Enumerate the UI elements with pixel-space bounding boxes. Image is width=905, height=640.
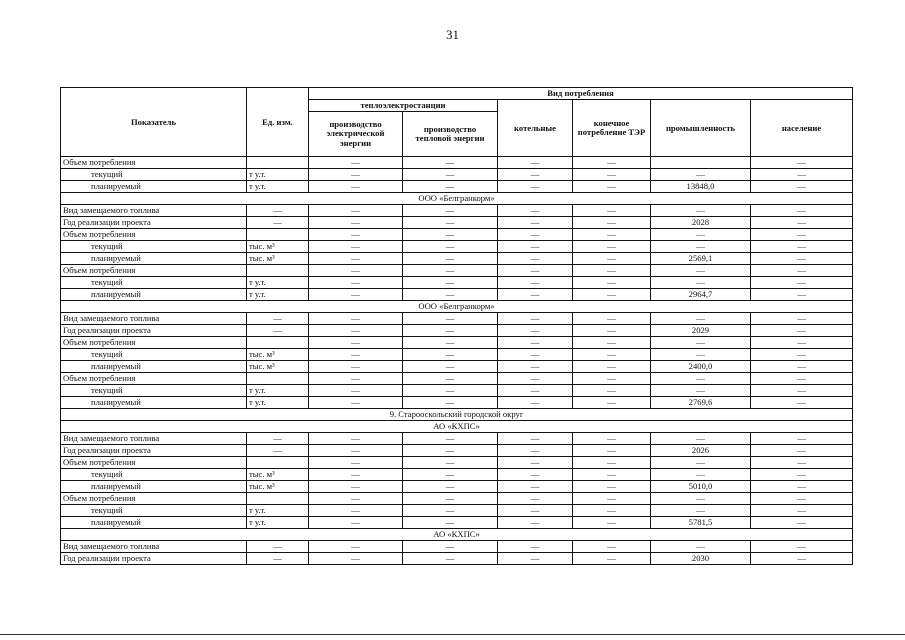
cell-industry: —: [651, 433, 751, 445]
cell-industry: 2769,6: [651, 397, 751, 409]
table-row: [61, 469, 853, 481]
row-label: Вид замещаемого топлива: [61, 433, 247, 445]
cell-chp-electric: —: [309, 493, 403, 505]
cell-chp-heat: —: [403, 385, 498, 397]
cell-population: —: [751, 445, 853, 457]
cell-boilers: —: [498, 229, 573, 241]
row-label: планируемый: [61, 361, 247, 373]
cell-population: —: [751, 289, 853, 301]
table-row: [61, 445, 853, 457]
row-unit: тыс. м³: [247, 253, 309, 265]
header-unit: Ед. изм.: [247, 88, 309, 157]
cell-industry: —: [651, 373, 751, 385]
cell-population: —: [751, 253, 853, 265]
cell-chp-heat: —: [403, 229, 498, 241]
section-row: [61, 193, 853, 205]
cell-industry: 2026: [651, 445, 751, 457]
cell-boilers: —: [498, 217, 573, 229]
cell-final: —: [573, 349, 651, 361]
table-row: [61, 205, 853, 217]
cell-chp-heat: —: [403, 169, 498, 181]
cell-chp-heat: —: [403, 493, 498, 505]
cell-final: —: [573, 217, 651, 229]
row-unit: —: [247, 205, 309, 217]
table-row: [61, 385, 853, 397]
table-body: [61, 157, 853, 565]
cell-chp-electric: —: [309, 385, 403, 397]
row-unit: тыс. м³: [247, 241, 309, 253]
cell-chp-heat: —: [403, 373, 498, 385]
header-boilers: котельные: [498, 100, 573, 157]
cell-final: —: [573, 229, 651, 241]
cell-boilers: —: [498, 457, 573, 469]
cell-boilers: —: [498, 349, 573, 361]
cell-chp-electric: —: [309, 553, 403, 565]
cell-chp-electric: —: [309, 157, 403, 169]
cell-final: —: [573, 277, 651, 289]
row-unit: [247, 373, 309, 385]
cell-population: —: [751, 349, 853, 361]
cell-chp-electric: —: [309, 361, 403, 373]
cell-chp-electric: —: [309, 469, 403, 481]
cell-final: —: [573, 445, 651, 457]
cell-chp-heat: —: [403, 337, 498, 349]
cell-chp-heat: —: [403, 433, 498, 445]
cell-industry: 13848,0: [651, 181, 751, 193]
cell-chp-heat: —: [403, 361, 498, 373]
cell-chp-electric: —: [309, 241, 403, 253]
cell-population: —: [751, 541, 853, 553]
row-unit: т у.т.: [247, 397, 309, 409]
cell-chp-electric: —: [309, 277, 403, 289]
cell-chp-heat: —: [403, 397, 498, 409]
cell-final: —: [573, 253, 651, 265]
row-unit: —: [247, 553, 309, 565]
cell-final: —: [573, 469, 651, 481]
cell-population: —: [751, 337, 853, 349]
table-row: [61, 289, 853, 301]
cell-final: —: [573, 241, 651, 253]
cell-final: —: [573, 373, 651, 385]
cell-final: —: [573, 385, 651, 397]
cell-population: —: [751, 169, 853, 181]
row-label: текущий: [61, 241, 247, 253]
table-row: [61, 241, 853, 253]
cell-boilers: —: [498, 373, 573, 385]
cell-industry: 2400,0: [651, 361, 751, 373]
cell-industry: —: [651, 385, 751, 397]
cell-industry: —: [651, 205, 751, 217]
table-row: [61, 373, 853, 385]
header-chp-electric: производство электрической энергии: [309, 112, 403, 157]
cell-final: —: [573, 397, 651, 409]
row-unit: [247, 157, 309, 169]
cell-chp-heat: —: [403, 325, 498, 337]
table-row: [61, 457, 853, 469]
cell-population: —: [751, 505, 853, 517]
cell-population: —: [751, 385, 853, 397]
row-unit: —: [247, 325, 309, 337]
header-chp: теплоэлектростанции: [309, 100, 498, 112]
cell-final: —: [573, 157, 651, 169]
cell-population: —: [751, 241, 853, 253]
section-title: ООО «Белгранкорм»: [61, 301, 853, 313]
cell-population: —: [751, 277, 853, 289]
cell-boilers: —: [498, 385, 573, 397]
row-label: Вид замещаемого топлива: [61, 541, 247, 553]
cell-final: —: [573, 553, 651, 565]
section-title: АО «КХПС»: [61, 421, 853, 433]
row-unit: [247, 229, 309, 241]
row-unit: —: [247, 445, 309, 457]
cell-final: —: [573, 493, 651, 505]
cell-industry: 5010,0: [651, 481, 751, 493]
cell-industry: —: [651, 457, 751, 469]
cell-boilers: —: [498, 205, 573, 217]
row-label: текущий: [61, 469, 247, 481]
table-row: [61, 481, 853, 493]
row-unit: т у.т.: [247, 505, 309, 517]
row-label: текущий: [61, 385, 247, 397]
row-label: Объем потребления: [61, 157, 247, 169]
cell-chp-electric: —: [309, 481, 403, 493]
cell-population: —: [751, 493, 853, 505]
cell-boilers: —: [498, 493, 573, 505]
row-label: Вид замещаемого топлива: [61, 205, 247, 217]
cell-industry: [651, 157, 751, 169]
row-unit: тыс. м³: [247, 361, 309, 373]
cell-boilers: —: [498, 541, 573, 553]
bottom-rule: [0, 634, 905, 635]
cell-boilers: —: [498, 337, 573, 349]
cell-boilers: —: [498, 313, 573, 325]
row-label: планируемый: [61, 289, 247, 301]
section-row: [61, 529, 853, 541]
cell-boilers: —: [498, 517, 573, 529]
cell-chp-heat: —: [403, 469, 498, 481]
cell-boilers: —: [498, 505, 573, 517]
row-label: планируемый: [61, 253, 247, 265]
table-row: [61, 433, 853, 445]
header-population: население: [751, 100, 853, 157]
cell-industry: —: [651, 493, 751, 505]
cell-industry: —: [651, 349, 751, 361]
row-unit: —: [247, 217, 309, 229]
cell-industry: —: [651, 229, 751, 241]
cell-final: —: [573, 265, 651, 277]
cell-chp-heat: —: [403, 289, 498, 301]
cell-chp-heat: —: [403, 157, 498, 169]
header-industry: промышленность: [651, 100, 751, 157]
cell-chp-electric: —: [309, 517, 403, 529]
table-row: [61, 277, 853, 289]
cell-chp-electric: —: [309, 505, 403, 517]
cell-population: —: [751, 457, 853, 469]
cell-industry: 2569,1: [651, 253, 751, 265]
cell-boilers: —: [498, 157, 573, 169]
cell-industry: 5781,5: [651, 517, 751, 529]
cell-industry: —: [651, 337, 751, 349]
header-final: конечное потребление ТЭР: [573, 100, 651, 157]
cell-population: —: [751, 157, 853, 169]
cell-chp-electric: —: [309, 253, 403, 265]
table-row: [61, 493, 853, 505]
cell-final: —: [573, 181, 651, 193]
cell-chp-electric: —: [309, 349, 403, 361]
section-row: [61, 421, 853, 433]
cell-chp-heat: —: [403, 505, 498, 517]
cell-chp-electric: —: [309, 229, 403, 241]
cell-population: —: [751, 373, 853, 385]
header-indicator: Показатель: [61, 88, 247, 157]
row-label: Год реализации проекта: [61, 325, 247, 337]
cell-population: —: [751, 517, 853, 529]
row-label: планируемый: [61, 517, 247, 529]
row-unit: тыс. м³: [247, 481, 309, 493]
cell-population: —: [751, 229, 853, 241]
cell-industry: —: [651, 313, 751, 325]
cell-chp-heat: —: [403, 313, 498, 325]
row-label: планируемый: [61, 181, 247, 193]
cell-population: —: [751, 265, 853, 277]
table-row: [61, 541, 853, 553]
row-unit: т у.т.: [247, 289, 309, 301]
cell-population: —: [751, 433, 853, 445]
cell-chp-heat: —: [403, 481, 498, 493]
cell-industry: —: [651, 169, 751, 181]
cell-chp-electric: —: [309, 445, 403, 457]
row-label: текущий: [61, 169, 247, 181]
section-title: АО «КХПС»: [61, 529, 853, 541]
row-unit: [247, 493, 309, 505]
cell-chp-heat: —: [403, 253, 498, 265]
cell-chp-heat: —: [403, 349, 498, 361]
cell-chp-electric: —: [309, 169, 403, 181]
row-unit: т у.т.: [247, 385, 309, 397]
row-unit: т у.т.: [247, 169, 309, 181]
cell-final: —: [573, 361, 651, 373]
row-label: планируемый: [61, 481, 247, 493]
row-label: Объем потребления: [61, 373, 247, 385]
cell-boilers: —: [498, 433, 573, 445]
row-unit: т у.т.: [247, 181, 309, 193]
row-label: текущий: [61, 277, 247, 289]
cell-population: —: [751, 313, 853, 325]
header-chp-heat: производство тепловой энергии: [403, 112, 498, 157]
cell-boilers: —: [498, 325, 573, 337]
cell-final: —: [573, 541, 651, 553]
cell-final: —: [573, 337, 651, 349]
cell-boilers: —: [498, 277, 573, 289]
row-unit: —: [247, 433, 309, 445]
cell-boilers: —: [498, 289, 573, 301]
table-row: [61, 361, 853, 373]
cell-chp-electric: —: [309, 289, 403, 301]
row-unit: —: [247, 541, 309, 553]
cell-chp-electric: —: [309, 313, 403, 325]
cell-population: —: [751, 181, 853, 193]
cell-population: —: [751, 217, 853, 229]
cell-chp-heat: —: [403, 181, 498, 193]
cell-final: —: [573, 433, 651, 445]
cell-population: —: [751, 397, 853, 409]
cell-industry: 2030: [651, 553, 751, 565]
row-label: Год реализации проекта: [61, 217, 247, 229]
cell-industry: 2029: [651, 325, 751, 337]
row-label: Объем потребления: [61, 229, 247, 241]
cell-chp-electric: —: [309, 541, 403, 553]
row-unit: [247, 337, 309, 349]
cell-chp-electric: —: [309, 373, 403, 385]
table-row: [61, 157, 853, 169]
cell-chp-electric: —: [309, 433, 403, 445]
cell-chp-heat: —: [403, 241, 498, 253]
cell-boilers: —: [498, 181, 573, 193]
cell-chp-heat: —: [403, 277, 498, 289]
section-row: [61, 409, 853, 421]
row-unit: [247, 457, 309, 469]
cell-industry: —: [651, 541, 751, 553]
row-unit: тыс. м³: [247, 349, 309, 361]
page-number: 31: [446, 27, 459, 42]
table-row: [61, 517, 853, 529]
cell-chp-heat: —: [403, 553, 498, 565]
cell-chp-electric: —: [309, 325, 403, 337]
cell-chp-electric: —: [309, 181, 403, 193]
cell-boilers: —: [498, 445, 573, 457]
section-title: ООО «Белгранкорм»: [61, 193, 853, 205]
cell-chp-electric: —: [309, 337, 403, 349]
cell-chp-electric: —: [309, 397, 403, 409]
cell-boilers: —: [498, 553, 573, 565]
cell-population: —: [751, 361, 853, 373]
cell-industry: —: [651, 469, 751, 481]
cell-boilers: —: [498, 469, 573, 481]
cell-chp-electric: —: [309, 205, 403, 217]
row-label: текущий: [61, 505, 247, 517]
data-table-container: [60, 87, 852, 565]
table-row: [61, 349, 853, 361]
cell-final: —: [573, 169, 651, 181]
cell-population: —: [751, 205, 853, 217]
cell-final: —: [573, 517, 651, 529]
section-row: [61, 301, 853, 313]
cell-final: —: [573, 481, 651, 493]
cell-chp-heat: —: [403, 217, 498, 229]
cell-industry: —: [651, 277, 751, 289]
row-unit: [247, 265, 309, 277]
cell-boilers: —: [498, 253, 573, 265]
cell-chp-heat: —: [403, 265, 498, 277]
row-label: планируемый: [61, 397, 247, 409]
table-row: [61, 181, 853, 193]
header-consumption-type: Вид потребления: [309, 88, 853, 100]
cell-industry: 2964,7: [651, 289, 751, 301]
cell-chp-heat: —: [403, 445, 498, 457]
cell-industry: 2028: [651, 217, 751, 229]
cell-final: —: [573, 205, 651, 217]
row-label: Год реализации проекта: [61, 553, 247, 565]
table-row: [61, 265, 853, 277]
cell-industry: —: [651, 505, 751, 517]
cell-boilers: —: [498, 481, 573, 493]
row-unit: тыс. м³: [247, 469, 309, 481]
cell-chp-heat: —: [403, 457, 498, 469]
cell-boilers: —: [498, 241, 573, 253]
row-unit: —: [247, 313, 309, 325]
cell-boilers: —: [498, 169, 573, 181]
table-row: [61, 553, 853, 565]
cell-population: —: [751, 553, 853, 565]
table-row: [61, 505, 853, 517]
cell-final: —: [573, 325, 651, 337]
cell-final: —: [573, 457, 651, 469]
row-label: Объем потребления: [61, 493, 247, 505]
cell-chp-heat: —: [403, 541, 498, 553]
cell-industry: —: [651, 265, 751, 277]
table-row: [61, 169, 853, 181]
cell-chp-electric: —: [309, 217, 403, 229]
section-title: 9. Старооскольский городской округ: [61, 409, 853, 421]
cell-chp-electric: —: [309, 265, 403, 277]
cell-boilers: —: [498, 265, 573, 277]
table-row: [61, 313, 853, 325]
row-label: Год реализации проекта: [61, 445, 247, 457]
cell-population: —: [751, 481, 853, 493]
table-row: [61, 325, 853, 337]
cell-final: —: [573, 505, 651, 517]
row-unit: т у.т.: [247, 517, 309, 529]
table-row: [61, 229, 853, 241]
row-label: Вид замещаемого топлива: [61, 313, 247, 325]
table-row: [61, 337, 853, 349]
table-row: [61, 397, 853, 409]
cell-final: —: [573, 289, 651, 301]
cell-population: —: [751, 325, 853, 337]
table-row: [61, 217, 853, 229]
consumption-table: [60, 87, 853, 565]
cell-industry: —: [651, 241, 751, 253]
cell-boilers: —: [498, 397, 573, 409]
cell-boilers: —: [498, 361, 573, 373]
cell-population: —: [751, 469, 853, 481]
row-unit: т у.т.: [247, 277, 309, 289]
row-label: Объем потребления: [61, 457, 247, 469]
cell-chp-electric: —: [309, 457, 403, 469]
row-label: текущий: [61, 349, 247, 361]
table-row: [61, 253, 853, 265]
cell-final: —: [573, 313, 651, 325]
row-label: Объем потребления: [61, 265, 247, 277]
row-label: Объем потребления: [61, 337, 247, 349]
cell-chp-heat: —: [403, 205, 498, 217]
cell-chp-heat: —: [403, 517, 498, 529]
